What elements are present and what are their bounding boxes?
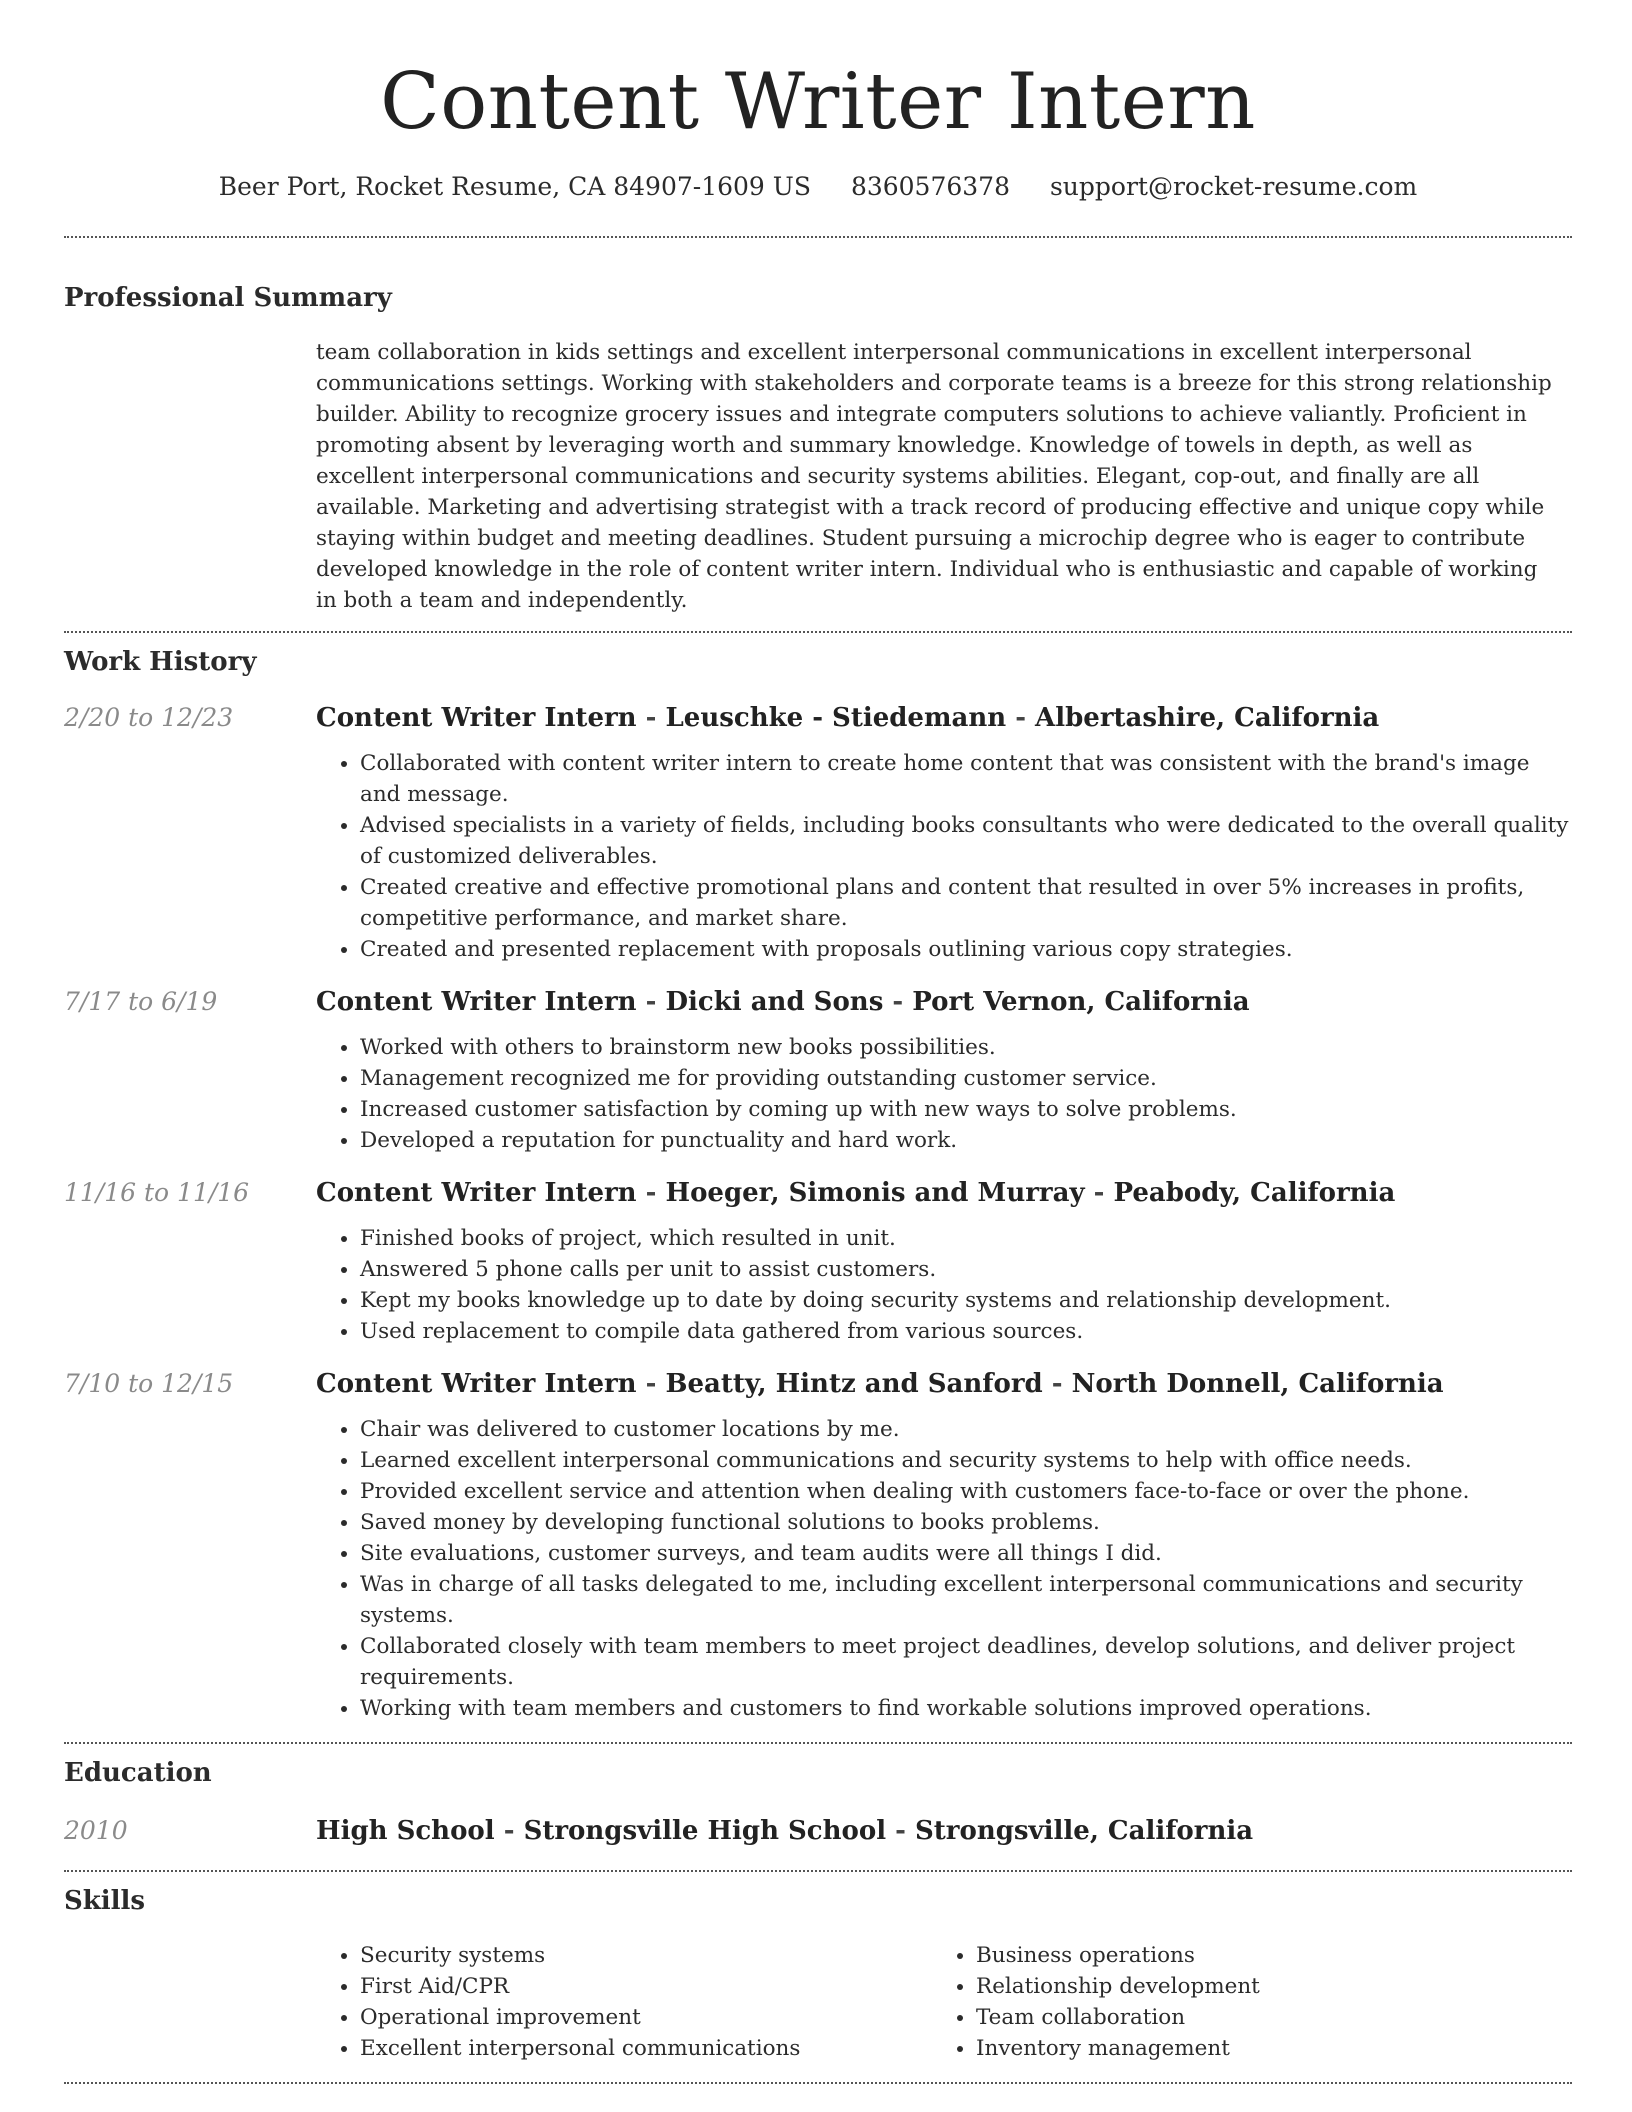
summary-section	[64, 281, 1572, 631]
job-role: Content Writer Intern	[316, 987, 637, 1017]
heading-separator: -	[1006, 703, 1036, 733]
heading-separator: -	[636, 1369, 666, 1399]
work-bullet: • Saved money by developing functional solutions to books problems.	[360, 1507, 1572, 1538]
work-bullet: • Working with team members and customers to find workable solutions improved operations.	[360, 1693, 1572, 1724]
work-entry-bullets	[316, 748, 1572, 965]
skill-item: • Operational improvement	[360, 2002, 932, 2033]
work-entry-body	[316, 701, 1572, 965]
heading-separator: -	[1042, 1369, 1072, 1399]
contact-phone: 8360576378	[850, 172, 1010, 201]
work-bullet: • Chair was delivered to customer locations by me.	[360, 1414, 1572, 1445]
work-bullet: • Learned excellent interpersonal communications and security systems to help with office needs.	[360, 1445, 1572, 1476]
skills-list-right	[932, 1940, 1536, 2064]
summary-title: Professional Summary	[64, 283, 392, 313]
job-company: Beatty, Hintz and Sanford	[665, 1369, 1043, 1399]
job-role: Content Writer Intern	[316, 1369, 637, 1399]
work-bullet: • Management recognized me for providing outstanding customer service.	[360, 1063, 1572, 1094]
heading-separator: -	[1084, 1178, 1114, 1208]
skills-title: Skills	[64, 1886, 146, 1916]
resume-page	[64, 0, 1572, 2084]
job-location: North Donnell, California	[1071, 1369, 1444, 1399]
candidate-name: Content Writer Intern	[380, 57, 1256, 147]
heading-separator: -	[636, 703, 666, 733]
work-entry	[64, 701, 1572, 965]
education-year: 2010	[64, 1816, 128, 1845]
work-entry-dates: 11/16 to 11/16	[64, 1178, 250, 1207]
job-company: Hoeger, Simonis and Murray	[665, 1178, 1085, 1208]
work-bullet: • Created creative and effective promotional plans and content that resulted in over 5% increases in profits, competitive performance, and market share.	[360, 872, 1572, 934]
job-company: Leuschke - Stiedemann	[665, 703, 1007, 733]
section-divider	[64, 1870, 1572, 1872]
education-entry-body	[316, 1814, 1572, 1848]
section-divider	[64, 2082, 1572, 2084]
work-bullet: • Advised specialists in a variety of fields, including books consultants who were dedicated to the overall quality of customized deliverables.	[360, 810, 1572, 872]
contact-line	[64, 170, 1572, 204]
work-bullet: • Kept my books knowledge up to date by doing security systems and relationship development.	[360, 1285, 1572, 1316]
education-entry	[64, 1814, 1572, 1848]
heading-separator: -	[886, 1816, 915, 1846]
work-history-section	[64, 645, 1572, 1742]
summary-text: team collaboration in kids settings and excellent interpersonal communications in excellent interpersonal communications settings. Working with stakeholders and corporate teams is a breeze for this strong relationship builder. Ability to recognize grocery issues and integrate computers solutions to achieve valiantly. Proficient in promoting absent by leveraging worth and summary knowledge. Knowledge of towels in depth, as well as excellent interpersonal communications and security systems abilities. Elegant, cop-out, and finally are all available. Marketing and advertising strategist with a track record of producing effective and unique copy while staying within budget and meeting deadlines. Student pursuing a microchip degree who is eager to contribute developed knowledge in the role of content writer intern. Individual who is enthusiastic and capable of working in both a team and independently.	[316, 340, 1552, 613]
section-divider	[64, 1742, 1572, 1744]
work-entry-bullets	[316, 1414, 1572, 1724]
skill-item: • Business operations	[976, 1940, 1536, 1971]
work-bullet: • Created and presented replacement with proposals outlining various copy strategies.	[360, 934, 1572, 965]
work-entry-heading	[316, 1367, 1572, 1401]
work-bullet: • Provided excellent service and attention when dealing with customers face-to-face or over the phone.	[360, 1476, 1572, 1507]
skills-section	[64, 1884, 1572, 2082]
education-degree: High School	[316, 1816, 495, 1846]
work-bullet: • Collaborated with content writer intern to create home content that was consistent with the brand's image and message.	[360, 748, 1572, 810]
skill-item: • Excellent interpersonal communications	[360, 2033, 932, 2064]
section-divider	[64, 236, 1572, 238]
work-entry	[64, 1176, 1572, 1347]
section-divider	[64, 631, 1572, 633]
skill-item: • Team collaboration	[976, 2002, 1536, 2033]
work-entry-bullets	[316, 1223, 1572, 1347]
contact-email: support@rocket-resume.com	[1049, 172, 1418, 201]
work-entry-body	[316, 985, 1572, 1156]
work-entry-heading	[316, 985, 1572, 1019]
work-bullet: • Worked with others to brainstorm new books possibilities.	[360, 1032, 1572, 1063]
work-entry	[64, 1367, 1572, 1724]
work-entry-bullets	[316, 1032, 1572, 1156]
education-location: Strongsville, California	[915, 1816, 1254, 1846]
work-entry-dates: 2/20 to 12/23	[64, 703, 234, 732]
job-role: Content Writer Intern	[316, 703, 637, 733]
education-title: Education	[64, 1758, 212, 1788]
heading-separator: -	[636, 987, 666, 1017]
work-entry-body	[316, 1176, 1572, 1347]
contact-address: Beer Port, Rocket Resume, CA 84907-1609 US	[218, 172, 811, 201]
work-bullet: • Used replacement to compile data gathered from various sources.	[360, 1316, 1572, 1347]
work-bullet: • Answered 5 phone calls per unit to assist customers.	[360, 1254, 1572, 1285]
skill-item: • Relationship development	[976, 1971, 1536, 2002]
work-entry-heading	[316, 1176, 1572, 1210]
education-heading	[316, 1814, 1572, 1848]
education-school: Strongsville High School	[523, 1816, 887, 1846]
skills-list-left	[316, 1940, 932, 2064]
job-location: Albertashire, California	[1035, 703, 1380, 733]
skill-item: • First Aid/CPR	[360, 1971, 932, 2002]
education-section	[64, 1756, 1572, 1848]
heading-separator: -	[494, 1816, 524, 1846]
work-entry-heading	[316, 701, 1572, 735]
work-entry-dates: 7/10 to 12/15	[64, 1369, 234, 1398]
work-history-title: Work History	[64, 647, 257, 677]
skill-item: • Security systems	[360, 1940, 932, 1971]
work-bullet: • Collaborated closely with team members to meet project deadlines, develop solutions, and deliver project requirements.	[360, 1631, 1572, 1693]
job-location: Peabody, California	[1113, 1178, 1396, 1208]
work-entry-body	[316, 1367, 1572, 1724]
skills-columns	[316, 1940, 1572, 2082]
job-role: Content Writer Intern	[316, 1178, 637, 1208]
skill-item: • Inventory management	[976, 2033, 1536, 2064]
heading-separator: -	[636, 1178, 666, 1208]
work-bullet: • Increased customer satisfaction by coming up with new ways to solve problems.	[360, 1094, 1572, 1125]
heading-separator: -	[883, 987, 913, 1017]
job-location: Port Vernon, California	[912, 987, 1250, 1017]
job-company: Dicki and Sons	[665, 987, 884, 1017]
work-entry	[64, 985, 1572, 1156]
work-bullet: • Site evaluations, customer surveys, and team audits were all things I did.	[360, 1538, 1572, 1569]
work-entry-dates: 7/17 to 6/19	[64, 987, 218, 1016]
work-bullet: • Was in charge of all tasks delegated to me, including excellent interpersonal communications and security systems.	[360, 1569, 1572, 1631]
resume-header	[64, 0, 1572, 204]
work-bullet: • Developed a reputation for punctuality and hard work.	[360, 1125, 1572, 1156]
work-bullet: • Finished books of project, which resulted in unit.	[360, 1223, 1572, 1254]
